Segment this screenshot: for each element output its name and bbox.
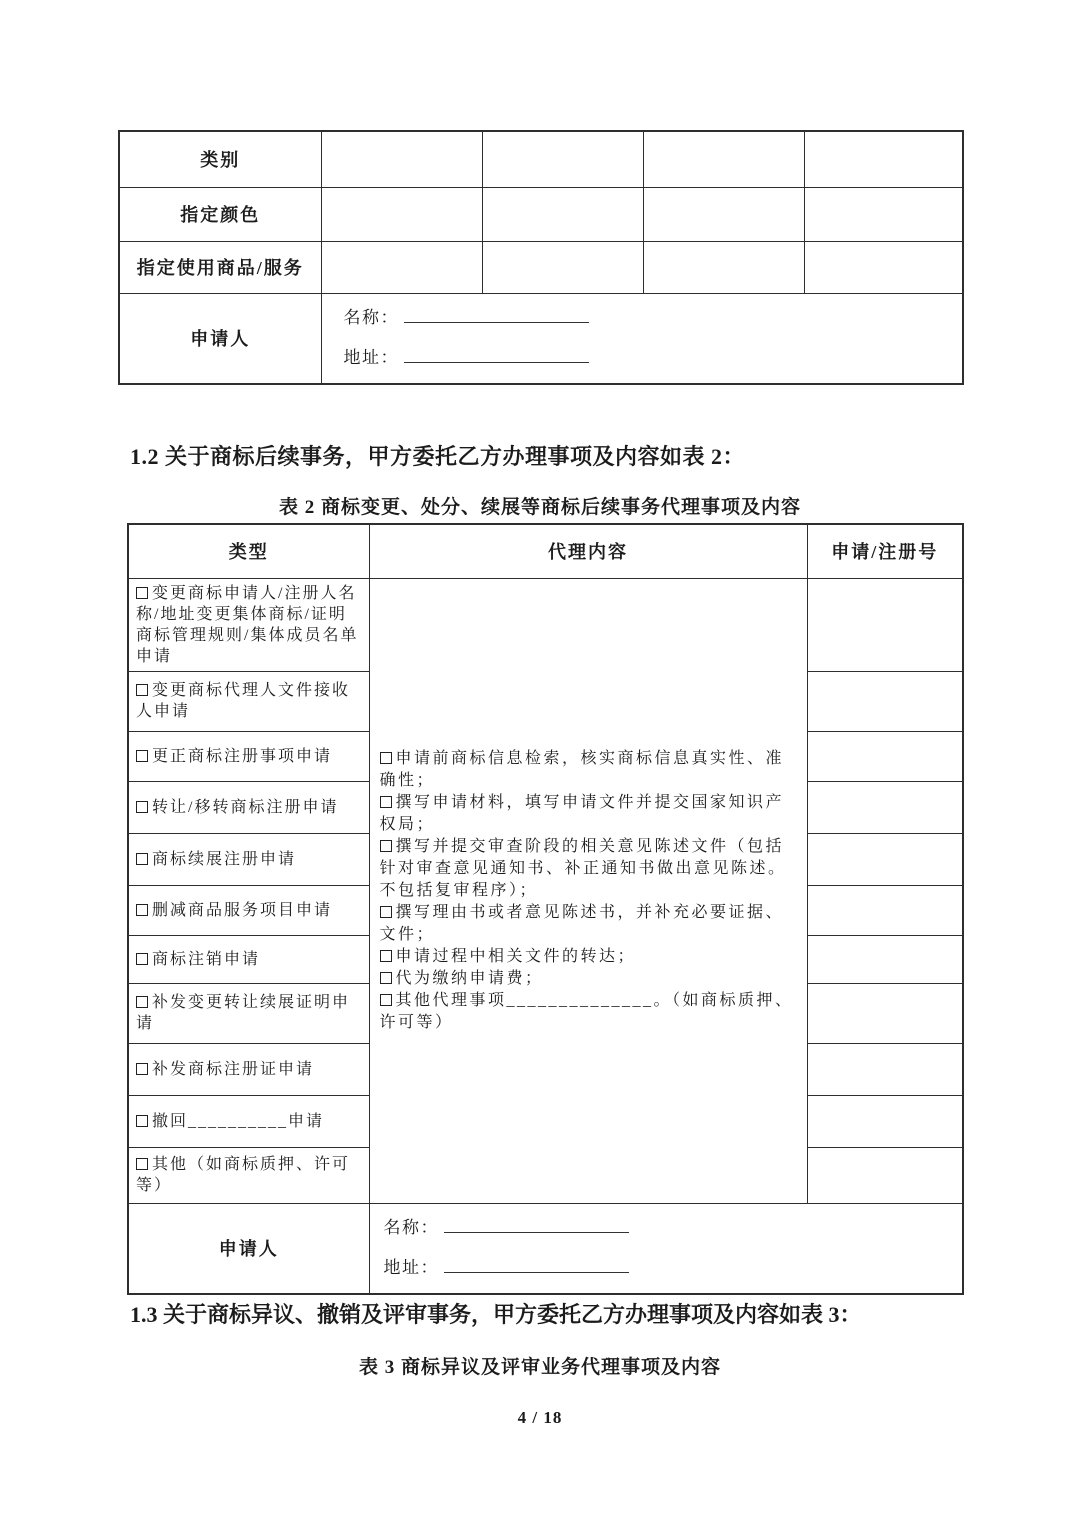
type-item-label: 更正商标注册事项申请 <box>152 747 333 765</box>
name-label: 名称： <box>343 307 399 327</box>
row-label-goods-services: 指定使用商品/服务 <box>119 241 321 293</box>
type-item-label: 变更商标代理人文件接收人申请 <box>136 682 351 720</box>
regno-input-cell[interactable] <box>807 983 963 1043</box>
type-cell <box>128 983 369 1043</box>
name-blank-line[interactable] <box>404 308 589 323</box>
applicant-label: 申请人 <box>128 1203 369 1294</box>
checkbox-icon[interactable] <box>136 684 148 696</box>
row-label-applicant: 申请人 <box>119 293 321 384</box>
agency-item-label: 其他代理事项______________。（如商标质押、许可等） <box>379 991 794 1031</box>
address-blank-line[interactable] <box>444 1258 629 1273</box>
regno-input-cell[interactable] <box>807 885 963 935</box>
checkbox-icon[interactable] <box>136 750 148 762</box>
checkbox-icon[interactable] <box>136 801 148 813</box>
checkbox-icon[interactable] <box>380 994 392 1006</box>
type-item-label: 删减商品服务项目申请 <box>152 901 333 919</box>
address-label: 地址： <box>383 1257 439 1277</box>
checkbox-icon[interactable] <box>136 953 148 965</box>
colors-input-cell[interactable] <box>321 187 482 241</box>
type-cell <box>128 885 369 935</box>
type-item-label: 商标注销申请 <box>152 950 261 968</box>
list-item <box>380 902 799 946</box>
type-cell <box>128 731 369 781</box>
checkbox-icon[interactable] <box>380 752 392 764</box>
type-item-label: 转让/移转商标注册申请 <box>152 798 339 816</box>
regno-input-cell[interactable] <box>807 781 963 833</box>
goods-input-cell[interactable] <box>482 241 643 293</box>
agency-item-label: 代为缴纳申请费； <box>395 969 544 987</box>
address-label: 地址： <box>343 347 399 367</box>
trademark-application-table <box>118 130 964 385</box>
table-row <box>119 241 963 293</box>
table-row <box>119 187 963 241</box>
category-input-cell[interactable] <box>321 131 482 187</box>
category-input-cell[interactable] <box>804 131 963 187</box>
column-header-type: 类型 <box>128 524 369 578</box>
regno-input-cell[interactable] <box>807 1095 963 1147</box>
checkbox-icon[interactable] <box>380 840 392 852</box>
agency-item-label: 申请过程中相关文件的转达； <box>395 947 637 965</box>
goods-input-cell[interactable] <box>643 241 804 293</box>
applicant-info-cell <box>321 293 963 384</box>
list-item <box>380 836 799 902</box>
checkbox-icon[interactable] <box>136 1063 148 1075</box>
agency-content-cell <box>369 578 807 1203</box>
type-item-label: 变更商标申请人/注册人名称/地址变更集体商标/证明商标管理规则/集体成员名单申请 <box>136 584 359 665</box>
regno-input-cell[interactable] <box>807 731 963 781</box>
column-header-agency-content: 代理内容 <box>369 524 807 578</box>
list-item <box>380 792 799 836</box>
regno-input-cell[interactable] <box>807 935 963 983</box>
checkbox-icon[interactable] <box>136 1115 148 1127</box>
goods-input-cell[interactable] <box>804 241 963 293</box>
table-2-title: 表 2 商标变更、处分、续展等商标后续事务代理事项及内容 <box>278 497 801 518</box>
table-row <box>119 293 963 384</box>
colors-input-cell[interactable] <box>804 187 963 241</box>
colors-input-cell[interactable] <box>643 187 804 241</box>
type-cell <box>128 1095 369 1147</box>
address-blank-line[interactable] <box>404 348 589 363</box>
checkbox-icon[interactable] <box>136 904 148 916</box>
type-item-label: 撤回__________申请 <box>152 1112 325 1130</box>
table-row <box>128 1203 963 1294</box>
checkbox-icon[interactable] <box>380 972 392 984</box>
table-3-title: 表 3 商标异议及评审业务代理事项及内容 <box>358 1357 721 1378</box>
section-1-3-heading: 1.3 关于商标异议、撤销及评审事务，甲方委托乙方办理事项及内容如表 3： <box>130 1302 862 1327</box>
type-item-label: 其他（如商标质押、许可等） <box>136 1156 351 1194</box>
agency-item-label: 撰写申请材料，填写申请文件并提交国家知识产权局； <box>379 793 785 833</box>
table-row <box>119 131 963 187</box>
name-blank-line[interactable] <box>444 1218 629 1233</box>
column-header-reg-number: 申请/注册号 <box>807 524 963 578</box>
colors-input-cell[interactable] <box>482 187 643 241</box>
checkbox-icon[interactable] <box>136 587 148 599</box>
checkbox-icon[interactable] <box>380 950 392 962</box>
table-row <box>128 578 963 671</box>
regno-input-cell[interactable] <box>807 833 963 885</box>
type-cell <box>128 833 369 885</box>
type-cell <box>128 781 369 833</box>
agency-item-label: 申请前商标信息检索，核实商标信息真实性、准确性； <box>379 749 785 789</box>
row-label-designated-colors: 指定颜色 <box>119 187 321 241</box>
applicant-info-cell <box>369 1203 963 1294</box>
checkbox-icon[interactable] <box>136 996 148 1008</box>
type-item-label: 补发商标注册证申请 <box>152 1060 315 1078</box>
list-item <box>380 748 799 792</box>
checkbox-icon[interactable] <box>380 796 392 808</box>
regno-input-cell[interactable] <box>807 1043 963 1095</box>
agency-item-label: 撰写理由书或者意见陈述书，并补充必要证据、文件； <box>379 903 785 943</box>
name-label: 名称： <box>383 1217 439 1237</box>
list-item <box>380 946 799 968</box>
section-1-2-heading: 1.2 关于商标后续事务，甲方委托乙方办理事项及内容如表 2： <box>130 444 746 469</box>
type-item-label: 补发变更转让续展证明申请 <box>136 994 351 1032</box>
type-cell <box>128 578 369 671</box>
checkbox-icon[interactable] <box>380 906 392 918</box>
type-item-label: 商标续展注册申请 <box>152 850 297 868</box>
page-number: 4 / 18 <box>517 1408 563 1427</box>
regno-input-cell[interactable] <box>807 1147 963 1203</box>
category-input-cell[interactable] <box>643 131 804 187</box>
type-cell <box>128 671 369 731</box>
checkbox-icon[interactable] <box>136 853 148 865</box>
type-cell <box>128 1147 369 1203</box>
list-item <box>380 968 799 990</box>
table-2-followup-matters <box>127 523 964 1295</box>
type-cell <box>128 935 369 983</box>
checkbox-icon[interactable] <box>136 1158 148 1170</box>
goods-input-cell[interactable] <box>321 241 482 293</box>
list-item <box>380 990 799 1034</box>
type-cell <box>128 1043 369 1095</box>
category-input-cell[interactable] <box>482 131 643 187</box>
agency-item-label: 撰写并提交审查阶段的相关意见陈述文件（包括针对审查意见通知书、补正通知书做出意见陈述。不包括复审程序）； <box>379 837 787 899</box>
regno-input-cell[interactable] <box>807 671 963 731</box>
table-header-row <box>128 524 963 578</box>
regno-input-cell[interactable] <box>807 578 963 671</box>
row-label-category: 类别 <box>119 131 321 187</box>
